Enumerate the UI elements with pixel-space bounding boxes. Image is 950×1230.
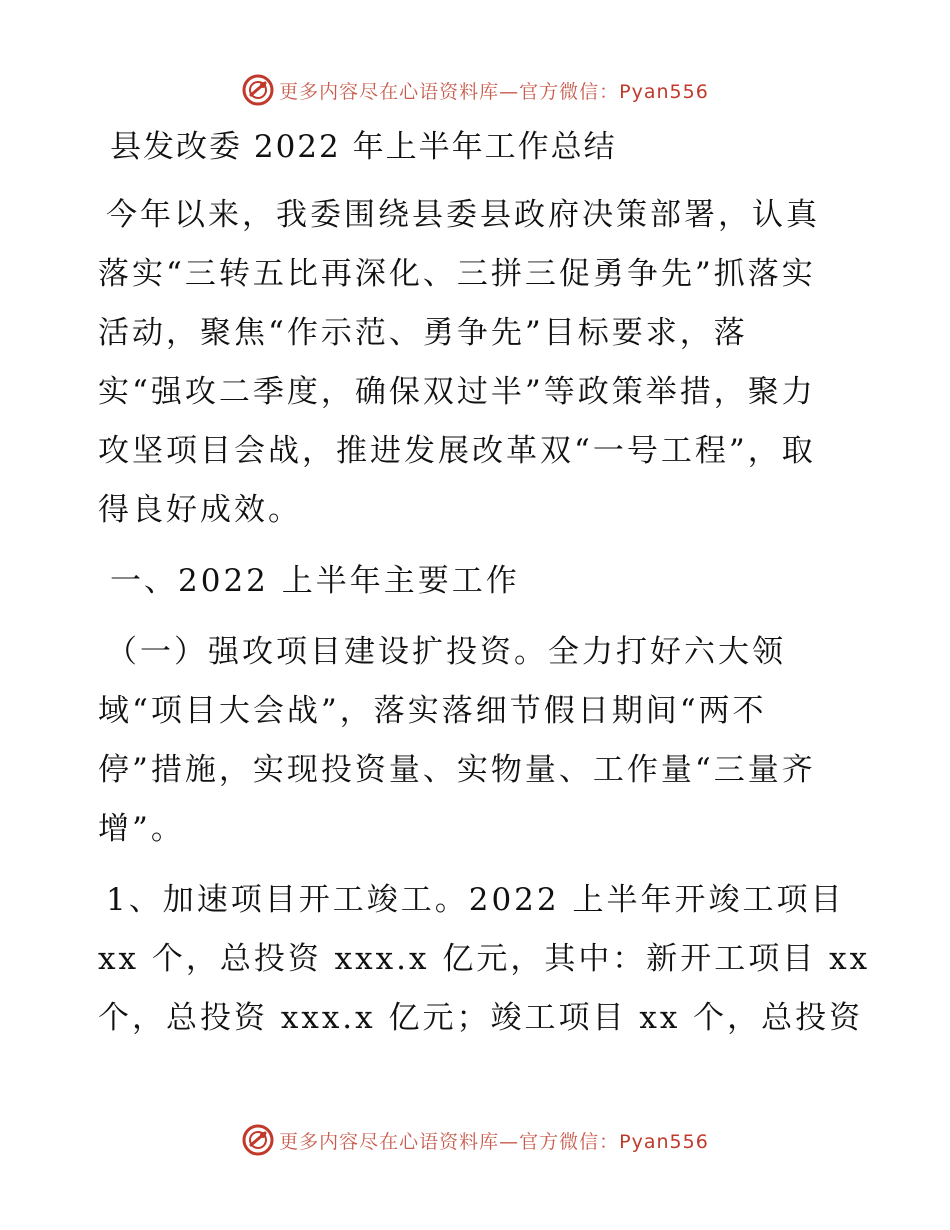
watermark-contact: Pyan556 [619, 1130, 709, 1153]
intro-paragraph [98, 186, 858, 540]
document-body [98, 118, 871, 1048]
paragraph-line: 落实“三转五比再深化、三拼三促勇争先”抓落实 [98, 256, 816, 292]
subsection-paragraph [98, 623, 858, 859]
section-heading: 一、2022 上半年主要工作 [110, 563, 520, 599]
paragraph-line: 停”措施，实现投资量、实物量、工作量“三量齐 [98, 752, 816, 788]
watermark-text: 更多内容尽在心语资料库—官方微信：Pyan556 [279, 80, 709, 103]
paragraph-line: 得良好成效。 [98, 492, 302, 528]
paragraph-line: 实“强攻二季度，确保双过半”等政策举措，聚力 [98, 374, 816, 410]
paragraph-line: 今年以来，我委围绕县委县政府决策部署，认真 [106, 197, 820, 233]
paragraph-line: 1、加速项目开工竣工。2022 上半年开竣工项目 [106, 882, 845, 918]
watermark-text: 更多内容尽在心语资料库—官方微信：Pyan556 [279, 1130, 709, 1153]
item-paragraph [98, 871, 871, 1048]
paragraph-line: 增”。 [98, 811, 185, 847]
paragraph-line: xx 个，总投资 xxx.x 亿元，其中：新开工项目 xx [98, 941, 871, 977]
paragraph-line: 个，总投资 xxx.x 亿元；竣工项目 xx 个，总投资 [98, 1000, 864, 1036]
header-watermark [0, 70, 950, 110]
paragraph-line: 活动，聚焦“作示范、勇争先”目标要求，落 [98, 315, 748, 351]
red-circle-logo-icon [241, 73, 275, 107]
paragraph-line: （一）强攻项目建设扩投资。全力打好六大领 [106, 634, 786, 670]
red-circle-logo-icon [241, 1123, 275, 1157]
paragraph-line: 域“项目大会战”，落实落细节假日期间“两不 [98, 693, 767, 729]
paragraph-line: 攻坚项目会战，推进发展改革双“一号工程”，取 [98, 433, 816, 469]
footer-watermark [0, 1120, 950, 1160]
watermark-contact: Pyan556 [619, 80, 709, 103]
document-title: 县发改委 2022 年上半年工作总结 [110, 129, 617, 165]
